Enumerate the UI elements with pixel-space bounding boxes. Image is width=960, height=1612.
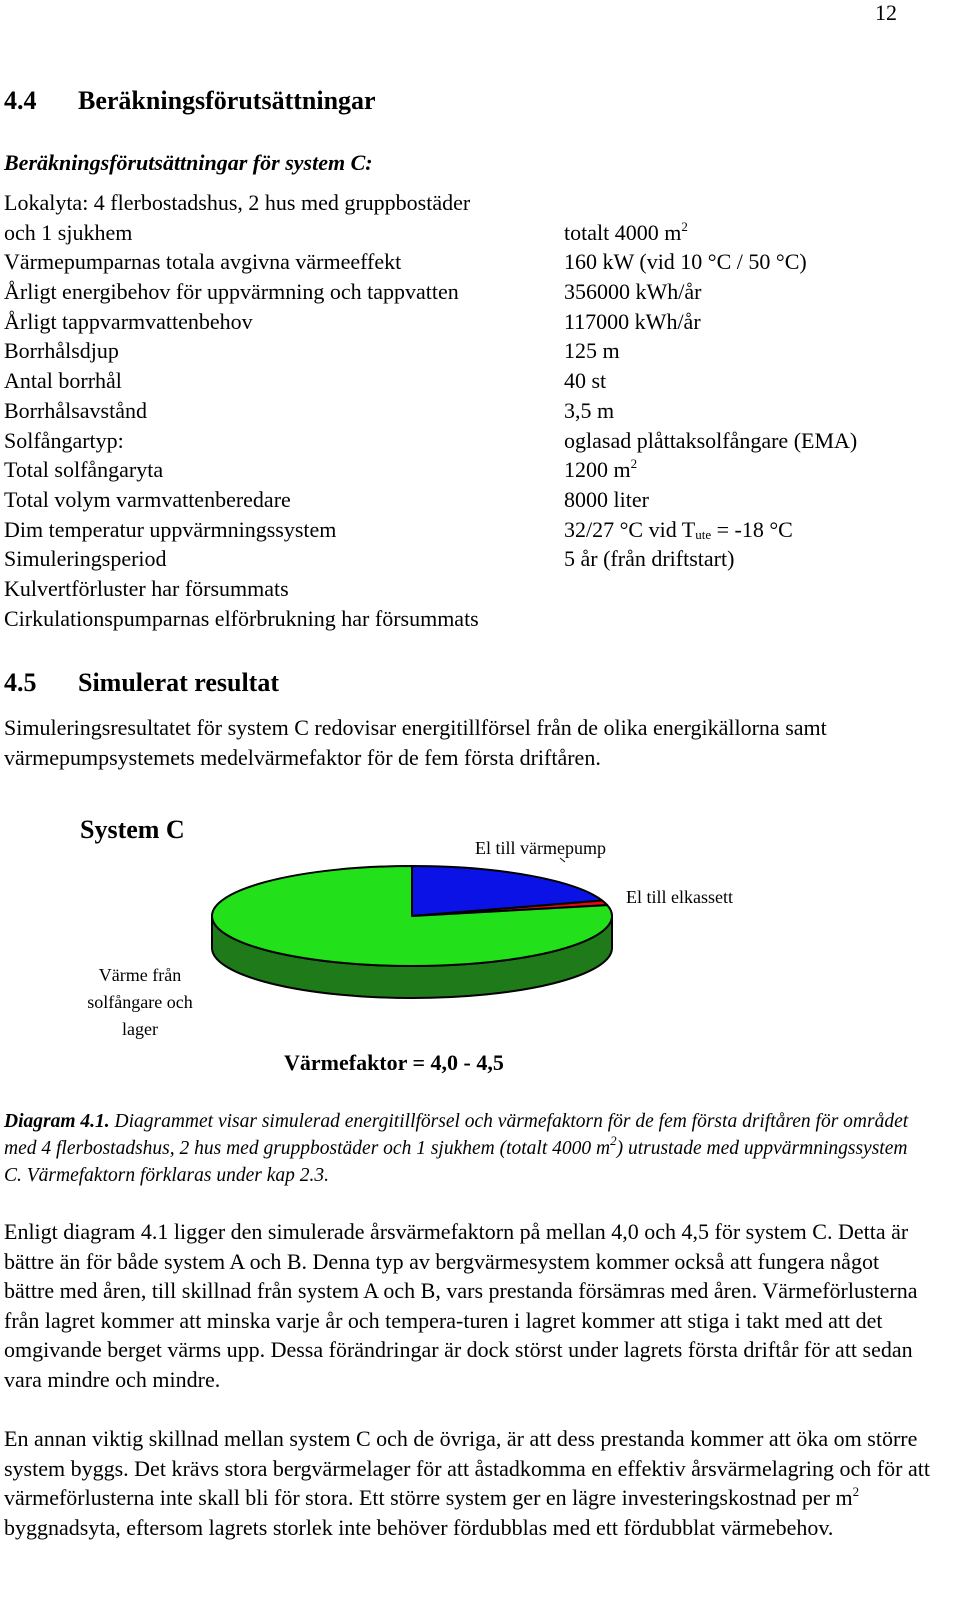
paragraph-3-text-end: byggnadsyta, eftersom lagrets storlek inte behöver fördubblas med ett fördubblat värmebehov.: [4, 1514, 834, 1540]
param-row: [4, 485, 934, 515]
param-value-text: 8000 liter: [564, 486, 649, 512]
param-label: Cirkulationspumparnas elförbrukning har försummats: [4, 605, 479, 631]
param-value-text: 117000 kWh/år: [564, 308, 701, 334]
param-value-text: totalt 4000 m: [564, 219, 682, 245]
parameter-list: [4, 188, 934, 633]
param-value: [564, 366, 606, 396]
param-value-sup: 2: [630, 456, 638, 472]
param-row: [4, 604, 934, 634]
caption-sup: 2: [610, 1133, 617, 1148]
param-value: [564, 515, 793, 545]
system-c-subheading: Beräkningsförutsättningar för system C:: [4, 150, 373, 175]
param-row: [4, 277, 934, 307]
caption-text: Diagrammet visar simulerad energitillförsel och värmefaktorn för de fem första driftåren för området med 4 flerbostadshus, 2 hus med gruppbostäder och 1 sjukhem (totalt 4000 m: [4, 1111, 909, 1159]
section-heading-4-5: [4, 668, 279, 698]
legend-label-varme-fran-solfangare: Värme från solfångare och lager: [87, 965, 193, 1039]
param-value: [564, 485, 649, 515]
section-title: Beräkningsförutsättningar: [78, 86, 376, 115]
caption-label: Diagram 4.1.: [4, 1111, 110, 1132]
param-label: Årligt energibehov för uppvärmning och tappvatten: [4, 279, 459, 305]
paragraph-2: Enligt diagram 4.1 ligger den simulerade årsvärmefaktorn på mellan 4,0 och 4,5 för system C. Detta är bättre än för både system A och B. Denna typ av bergvärmesystem kommer också att fungera något bättre med åren, till skillnad från system A och B, vars prestanda försämras med åren. Värmeförlusterna från lagret kommer att minska varje år och tempera-turen i lagret kommer att stiga i takt med att det omgivande berget värms upp. Dessa förändringar är dock störst under lagrets första driftår för att sedan vara mindre och mindre.: [4, 1219, 918, 1392]
param-label: Lokalyta: 4 flerbostadshus, 2 hus med gruppbostäder: [4, 190, 471, 215]
param-value-text: 160 kW (vid 10 °C / 50 °C): [564, 249, 807, 275]
page-number: 12: [875, 0, 897, 25]
param-label: Borrhålsavstånd: [4, 397, 147, 423]
param-value: [564, 277, 701, 307]
param-label: Dim temperatur uppvärmningssystem: [4, 516, 337, 542]
intro-paragraph: Simuleringsresultatet för system C redovisar energitillförsel från de olika energikällorna samt värmepumpsystemets medelvärmefaktor för de fem första driftåren.: [4, 715, 827, 770]
param-value: [564, 544, 734, 574]
param-value-text: 40 st: [564, 368, 607, 394]
param-value-sup: 2: [681, 218, 688, 234]
param-value: [564, 218, 688, 248]
param-value-sub: ute: [695, 526, 712, 542]
section-heading-4-4: [4, 86, 376, 116]
param-label: Solfångartyp:: [4, 427, 124, 453]
section-title: Simulerat resultat: [78, 668, 279, 697]
param-value: [564, 336, 620, 366]
param-row: [4, 307, 934, 337]
param-row: [4, 396, 934, 426]
param-row: [4, 426, 934, 456]
param-value: [564, 455, 637, 485]
section-number: 4.4: [4, 86, 37, 115]
param-value-text: 356000 kWh/år: [564, 279, 702, 305]
param-label: Borrhålsdjup: [4, 338, 119, 364]
legend-label-el-till-elkassett: El till elkassett: [626, 887, 733, 907]
param-row: [4, 336, 934, 366]
caption-text-end: ) utrustade med uppvärmningssystem C. Värmefaktorn förklaras under kap 2.3.: [4, 1138, 908, 1186]
param-value-text: 125 m: [564, 338, 620, 364]
param-label: Total solfångaryta: [4, 457, 164, 483]
param-value-text: 1200 m: [564, 457, 631, 483]
param-row: [4, 515, 934, 545]
paragraph-3-text: En annan viktig skillnad mellan system C och de övriga, är att dess prestanda kommer att öka om större system byggs. Det krävs stora bergvärmelager för att åstadkomma en effektiv årsvärmelagring och för att värmeförlusterna inte skall bli för stora. Ett större system ger en lägre investeringskostnad per m: [4, 1426, 930, 1510]
param-row: [4, 188, 934, 218]
param-value: [564, 247, 807, 277]
param-row: [4, 544, 934, 574]
param-value: [564, 307, 701, 337]
param-value-rest: = -18 °C: [711, 516, 793, 542]
param-value: [564, 426, 857, 456]
param-label: Kulvertförluster har försummats: [4, 575, 289, 601]
param-value-text: 5 år (från driftstart): [564, 546, 735, 572]
param-row: [4, 247, 934, 277]
param-label: Antal borrhål: [4, 368, 122, 394]
chart-title: System C: [80, 815, 185, 844]
param-value: [564, 396, 614, 426]
param-label: Årligt tappvarmvattenbehov: [4, 308, 253, 334]
diagram-caption: [4, 1108, 924, 1189]
param-value-text: oglasad plåttaksolfångare (EMA): [564, 427, 858, 453]
param-value-text: 3,5 m: [564, 397, 615, 423]
param-label: Total volym varmvattenberedare: [4, 486, 291, 512]
heat-factor-annotation: Värmefaktor = 4,0 - 4,5: [284, 1050, 504, 1075]
param-row: [4, 574, 934, 604]
section-number: 4.5: [4, 668, 37, 697]
param-row: [4, 366, 934, 396]
param-row: [4, 455, 934, 485]
param-label: Simuleringsperiod: [4, 546, 167, 572]
param-value-text: 32/27 °C vid T: [564, 516, 696, 542]
param-label: Värmepumparnas totala avgivna värmeeffekt: [4, 249, 402, 275]
param-row: [4, 218, 934, 248]
paragraph-3-sup: 2: [852, 1484, 860, 1499]
legend-label-el-till-varmepump: El till värmepump: [475, 838, 606, 858]
paragraph-3: [4, 1424, 932, 1542]
param-label: och 1 sjukhem: [4, 219, 133, 245]
